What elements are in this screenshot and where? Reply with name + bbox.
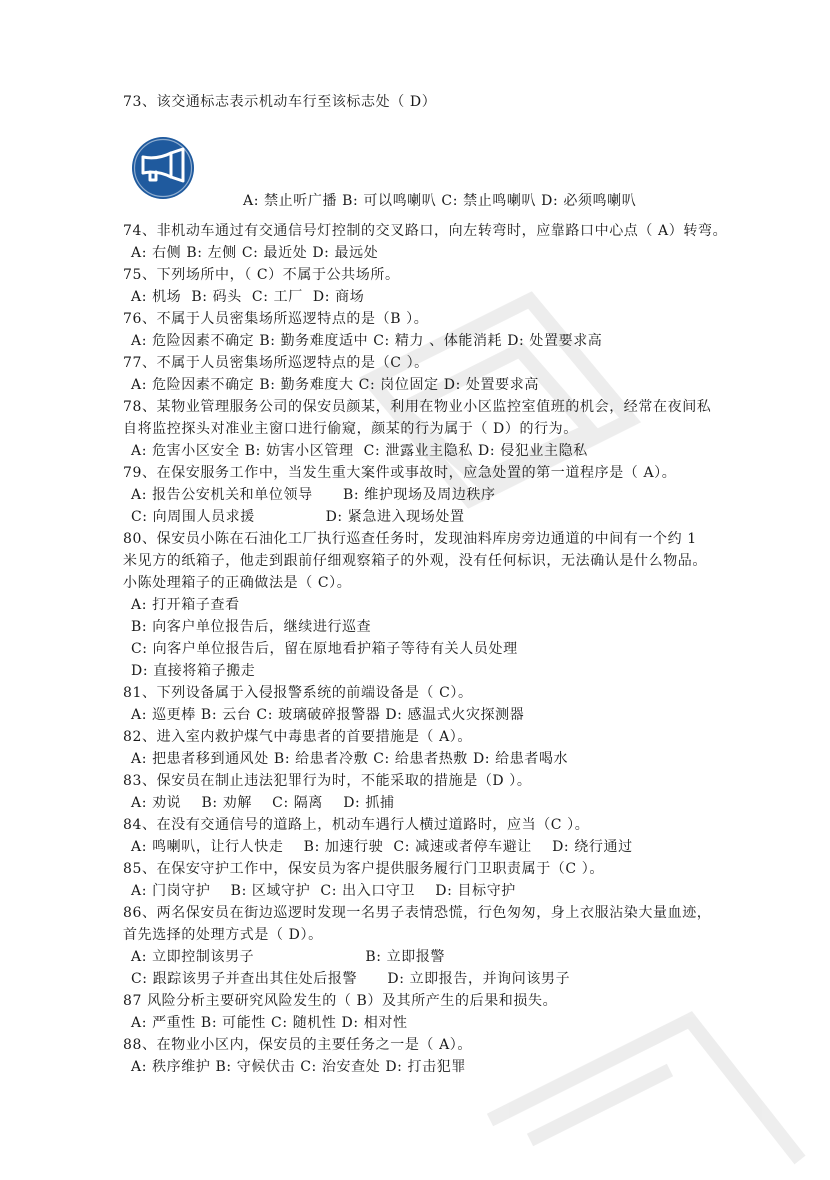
options-86-ab: A: 立即控制该男子 B: 立即报警 — [131, 949, 446, 965]
question-78-line-1: 78、某物业管理服务公司的保安员颜某，利用在物业小区监控室值班的机会，经常在夜间私 — [123, 399, 712, 415]
options-82: A: 把患者移到通风处 B: 给患者冷敷 C: 给患者热敷 D: 给患者喝水 — [131, 751, 569, 767]
option-80-a: A: 打开箱子查看 — [131, 597, 240, 613]
question-79: 79、在保安服务工作中，当发生重大案件或事故时，应急处置的第一道程序是（ A）。 — [123, 465, 677, 481]
options-74: A: 右侧 B: 左侧 C: 最近处 D: 最远处 — [131, 245, 379, 261]
options-81: A: 巡更棒 B: 云台 C: 玻璃破碎报警器 D: 感温式火灾探测器 — [131, 707, 525, 723]
question-80-line-2: 米见方的纸箱子，他走到跟前仔细观察箱子的外观，没有任何标识，无法确认是什么物品。 — [123, 553, 707, 569]
question-84: 84、在没有交通信号的道路上，机动车遇行人横过道路时，应当（C ）。 — [123, 817, 590, 833]
options-77: A: 危险因素不确定 B: 勤务难度大 C: 岗位固定 D: 处置要求高 — [131, 377, 539, 393]
question-87: 87 风险分析主要研究风险发生的（ B）及其所产生的后果和损失。 — [123, 993, 558, 1009]
options-83: A: 劝说 B: 劝解 C: 隔离 D: 抓捕 — [131, 795, 395, 811]
question-76: 76、不属于人员密集场所巡逻特点的是（B ）。 — [123, 311, 429, 327]
question-80-line-1: 80、保安员小陈在石油化工厂执行巡查任务时，发现油料库房旁边通道的中间有一个约 1 — [123, 531, 697, 547]
option-80-b: B: 向客户单位报告后，继续进行巡查 — [131, 619, 372, 635]
question-78-line-2: 自将监控探头对准业主窗口进行偷窥，颜某的行为属于（ D）的行为。 — [123, 421, 578, 437]
options-75: A: 机场 B: 码头 C: 工厂 D: 商场 — [131, 289, 365, 305]
question-74: 74、非机动车通过有交通信号灯控制的交叉路口，向左转弯时，应靠路口中心点（ A）转弯。 — [123, 223, 728, 239]
options-79-cd: C: 向周围人员求援 D: 紧急进入现场处置 — [131, 509, 465, 525]
option-80-d: D: 直接将箱子搬走 — [131, 663, 256, 679]
question-85: 85、在保安守护工作中，保安员为客户提供服务履行门卫职责属于（C ）。 — [123, 861, 604, 877]
options-73: A: 禁止听广播 B: 可以鸣喇叭 C: 禁止鸣喇叭 D: 必须鸣喇叭 — [243, 193, 637, 209]
options-86-cd: C: 跟踪该男子并查出其住处后报警 D: 立即报告，并询问该男子 — [131, 971, 571, 987]
question-80-line-3: 小陈处理箱子的正确做法是（ C）。 — [123, 575, 352, 591]
options-88: A: 秩序维护 B: 守候伏击 C: 治安查处 D: 打击犯罪 — [131, 1059, 466, 1075]
options-84: A: 鸣喇叭，让行人快走 B: 加速行驶 C: 减速或者停车避让 D: 绕行通过 — [131, 839, 633, 855]
question-82: 82、进入室内救护煤气中毒患者的首要措施是（ A）。 — [123, 729, 472, 745]
options-78: A: 危害小区安全 B: 妨害小区管理 C: 泄露业主隐私 D: 侵犯业主隐私 — [131, 443, 588, 459]
options-85: A: 门岗守护 B: 区域守护 C: 出入口守卫 D: 目标守护 — [131, 883, 516, 899]
question-86-line-1: 86、两名保安员在街边巡逻时发现一名男子表情恐慌，行色匆匆，身上衣服沾染大量血迹， — [123, 905, 712, 921]
question-86-line-2: 首先选择的处理方式是（ D）。 — [123, 927, 323, 943]
options-79-ab: A: 报告公安机关和单位领导 B: 维护现场及周边秩序 — [131, 487, 496, 503]
options-76: A: 危险因素不确定 B: 勤务难度适中 C: 精力 、体能消耗 D: 处置要求高 — [131, 333, 603, 349]
question-81: 81、下列设备属于入侵报警系统的前端设备是（ C）。 — [123, 685, 473, 701]
options-87: A: 严重性 B: 可能性 C: 随机性 D: 相对性 — [131, 1015, 408, 1031]
question-77: 77、不属于人员密集场所巡逻特点的是（C ）。 — [123, 355, 429, 371]
question-73: 73、该交通标志表示机动车行至该标志处（ D） — [123, 94, 437, 110]
question-83: 83、保安员在制止违法犯罪行为时，不能采取的措施是（D ）。 — [123, 773, 532, 789]
horn-traffic-sign-icon — [131, 136, 195, 200]
option-80-c: C: 向客户单位报告后，留在原地看护箱子等待有关人员处理 — [131, 641, 518, 657]
question-88: 88、在物业小区内，保安员的主要任务之一是（ A）。 — [123, 1037, 472, 1053]
question-75: 75、下列场所中，（ C）不属于公共场所。 — [123, 267, 400, 283]
